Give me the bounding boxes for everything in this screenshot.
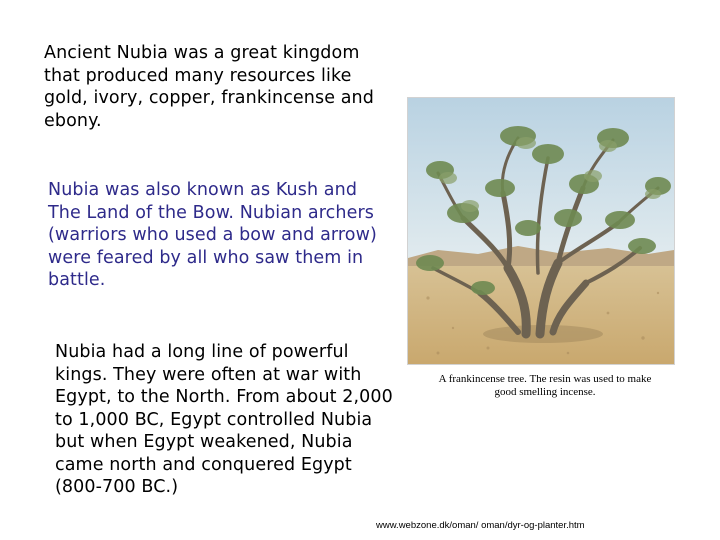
source-link[interactable]: www.webzone.dk/oman/ oman/dyr-og-planter.htm bbox=[376, 520, 585, 531]
photo-caption: A frankincense tree. The resin was used to make good smelling incense. bbox=[438, 373, 652, 398]
kush-paragraph: Nubia was also known as Kush and The Land of the Bow. Nubian archers (warriors who used a bow and arrow) were feared by all who saw them in battle. bbox=[48, 180, 377, 290]
frankincense-tree-photo bbox=[407, 97, 675, 365]
kings-paragraph: Nubia had a long line of powerful kings. They were often at war with Egypt, to the North. From about 2,000 to 1,000 BC, Egypt controlled Nubia but when Egypt weakened, Nubia came north and conquered Egypt (800-700 BC.) bbox=[55, 342, 393, 497]
tree-illustration bbox=[408, 98, 674, 364]
intro-paragraph: Ancient Nubia was a great kingdom that produced many resources like gold, ivory, copper, frankincense and ebony. bbox=[44, 43, 374, 131]
